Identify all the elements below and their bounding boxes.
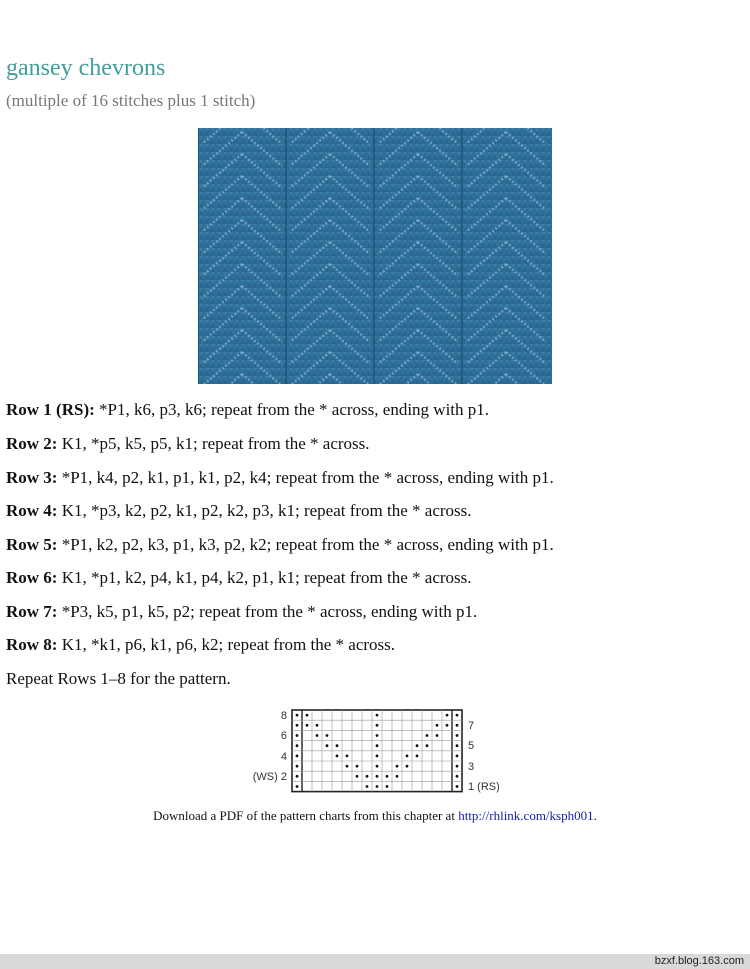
chart-purl-dot xyxy=(376,765,379,768)
chart-purl-dot xyxy=(296,765,299,768)
chart-pdf-link[interactable]: http://rhlink.com/ksph001 xyxy=(458,808,594,823)
stitch-multiple-note: (multiple of 16 stitches plus 1 stitch) xyxy=(6,91,256,110)
chart-purl-dot xyxy=(366,785,369,788)
chart-purl-dot xyxy=(336,755,339,758)
row-instruction xyxy=(6,633,395,657)
chart-purl-dot xyxy=(376,744,379,747)
chart-purl-dot xyxy=(296,744,299,747)
chart-purl-dot xyxy=(296,724,299,727)
chart-purl-dot xyxy=(316,734,319,737)
chart-purl-dot xyxy=(416,755,419,758)
chart-purl-dot xyxy=(326,734,329,737)
row-instruction xyxy=(6,566,472,590)
chart-purl-dot xyxy=(456,765,459,768)
chart-purl-dot xyxy=(426,744,429,747)
row-instruction xyxy=(6,533,554,557)
row-label: Row 2: xyxy=(6,434,58,453)
chart-purl-dot xyxy=(406,755,409,758)
chart-purl-dot xyxy=(306,714,309,717)
chart-purl-dot xyxy=(456,755,459,758)
chart-purl-dot xyxy=(336,744,339,747)
chart-purl-dot xyxy=(446,724,449,727)
chart-purl-dot xyxy=(436,734,439,737)
chart-purl-dot xyxy=(296,785,299,788)
page-title: gansey chevrons xyxy=(6,55,166,81)
chart-purl-dot xyxy=(456,785,459,788)
chart-purl-dot xyxy=(296,775,299,778)
row-text: K1, *k1, p6, k1, p6, k2; repeat from the * across. xyxy=(57,635,396,654)
chart-purl-dot xyxy=(426,734,429,737)
row-text: K1, *p5, k5, p5, k1; repeat from the * across. xyxy=(57,434,370,453)
row-instruction xyxy=(6,600,477,624)
chart-row-label: 5 xyxy=(468,740,475,752)
knit-swatch-photo xyxy=(198,128,552,384)
chart-purl-dot xyxy=(296,734,299,737)
chart-purl-dot xyxy=(296,714,299,717)
chart-purl-dot xyxy=(356,765,359,768)
chart-purl-dot xyxy=(406,765,409,768)
chart-purl-dot xyxy=(306,724,309,727)
chart-purl-dot xyxy=(456,734,459,737)
row-instruction xyxy=(6,499,472,523)
repeat-note: Repeat Rows 1–8 for the pattern. xyxy=(6,669,231,688)
row-label: Row 7: xyxy=(6,602,58,621)
row-text: *P1, k4, p2, k1, p1, k1, p2, k4; repeat from the * across, ending with p1. xyxy=(57,468,554,487)
chart-row-label: 3 xyxy=(468,761,475,773)
row-label: Row 6: xyxy=(6,568,58,587)
chart-row-label: 1 (RS) xyxy=(468,781,500,793)
download-text: Download a PDF of the pattern charts from this chapter at xyxy=(153,808,459,823)
chart-grid xyxy=(292,710,462,792)
row-instruction xyxy=(6,466,554,490)
chart-purl-dot xyxy=(386,775,389,778)
chart-purl-dot xyxy=(456,744,459,747)
chart-purl-dot xyxy=(396,765,399,768)
chart-row-label: 8 xyxy=(280,710,287,722)
row-text: *P1, k6, p3, k6; repeat from the * across, ending with p1. xyxy=(94,400,490,419)
chart-purl-dot xyxy=(436,724,439,727)
chart-purl-dot xyxy=(376,775,379,778)
chart-purl-dot xyxy=(376,755,379,758)
chart-purl-dot xyxy=(356,775,359,778)
footer-bar xyxy=(0,954,750,969)
download-note xyxy=(0,808,750,824)
chart-purl-dot xyxy=(316,724,319,727)
chart-row-label: 7 xyxy=(468,720,475,732)
chart-row-label: 6 xyxy=(280,730,287,742)
chart-purl-dot xyxy=(386,785,389,788)
chart-purl-dot xyxy=(366,775,369,778)
row-label: Row 5: xyxy=(6,535,58,554)
chart-purl-dot xyxy=(346,755,349,758)
chart-purl-dot xyxy=(376,785,379,788)
row-label: Row 1 (RS): xyxy=(6,400,95,419)
chart-purl-dot xyxy=(396,775,399,778)
chart-purl-dot xyxy=(456,714,459,717)
footer-watermark: bzxf.blog.163.com xyxy=(654,955,744,967)
chart-purl-dot xyxy=(376,734,379,737)
row-label: Row 8: xyxy=(6,635,58,654)
chart-row-label: 4 xyxy=(280,751,287,763)
chart-purl-dot xyxy=(456,724,459,727)
row-text: *P1, k2, p2, k3, p1, k3, p2, k2; repeat from the * across, ending with p1. xyxy=(57,535,554,554)
chart-purl-dot xyxy=(376,714,379,717)
download-end: . xyxy=(593,808,597,823)
chart-purl-dot xyxy=(346,765,349,768)
row-label: Row 3: xyxy=(6,468,58,487)
row-instruction xyxy=(6,432,370,456)
chart-purl-dot xyxy=(326,744,329,747)
row-text: K1, *p1, k2, p4, k1, p4, k2, p1, k1; repeat from the * across. xyxy=(57,568,472,587)
chart-purl-dot xyxy=(416,744,419,747)
stitch-chart xyxy=(240,702,510,802)
row-text: K1, *p3, k2, p2, k1, p2, k2, p3, k1; repeat from the * across. xyxy=(57,501,472,520)
chart-purl-dot xyxy=(446,714,449,717)
row-text: *P3, k5, p1, k5, p2; repeat from the * across, ending with p1. xyxy=(57,602,478,621)
row-label: Row 4: xyxy=(6,501,58,520)
chart-purl-dot xyxy=(296,755,299,758)
chart-row-label: (WS) 2 xyxy=(252,771,287,783)
chart-purl-dot xyxy=(376,724,379,727)
chart-purl-dot xyxy=(456,775,459,778)
row-instruction xyxy=(6,398,489,422)
